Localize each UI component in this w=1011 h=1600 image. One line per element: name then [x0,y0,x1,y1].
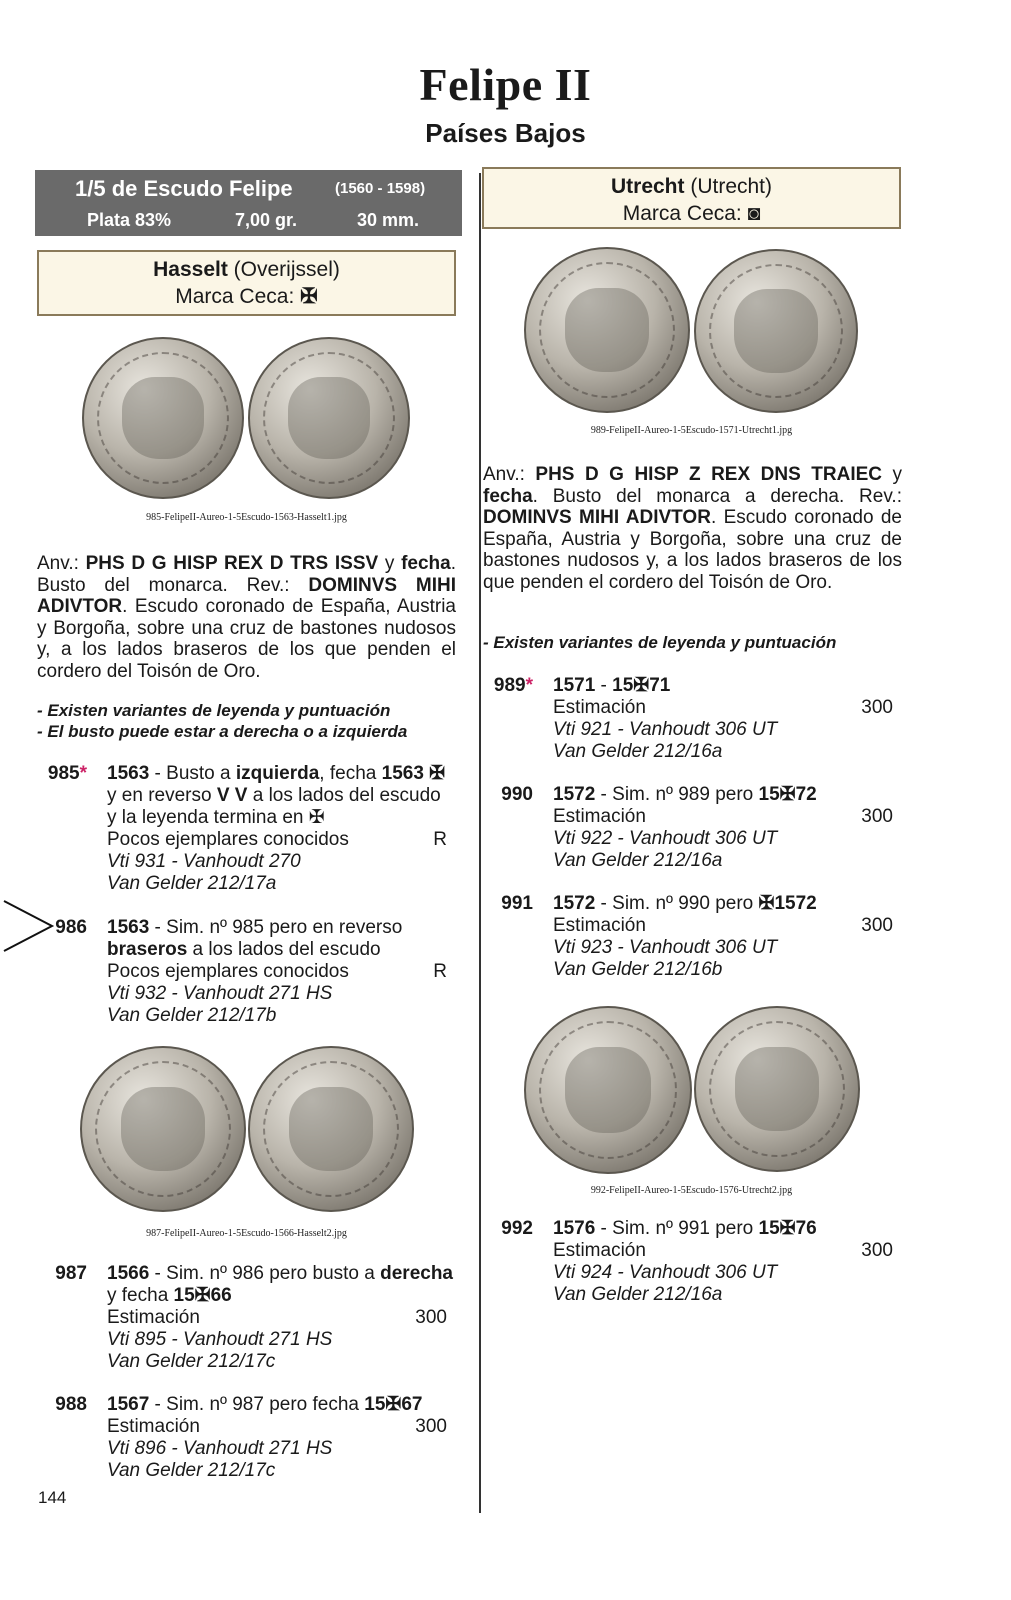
variant-note: - El busto puede estar a derecha o a izquierda [37,722,408,741]
coin-years: (1560 - 1598) [335,180,426,197]
price: 300 [861,915,893,936]
coin-obverse-image [80,1046,246,1212]
column-divider [479,173,481,1513]
variant-note: - Existen variantes de leyenda y puntuación [37,701,391,720]
entry-number: 987 [55,1263,87,1284]
variant-note: - Existen variantes de leyenda y puntuación [483,633,837,652]
price: 300 [861,806,893,827]
catalog-entry: 985* 1563 - Busto a izquierda, fecha 1563 ✠ y en reverso V V a los lados del escudo y la leyenda termina en ✠ Pocos ejemplares conocidos Vti 931 - Vanhoudt 270 Van Gelder 212/17a R [37,763,462,893]
coin-description: Anv.: PHS D G HISP Z REX DNS TRAIEC y fecha. Busto del monarca a derecha. Rev.: DOMINVS MIHI ADIVTOR. Escudo coronado de España, Austria y Borgoña, sobre una cruz de bastones nudosos y, a los lados braseros de los que penden el cordero del Toisón de Oro. [483,464,903,593]
price: 300 [415,1307,447,1328]
price: 300 [861,697,893,718]
entry-number: 991 [501,893,533,914]
coin-diameter: 30 mm. [357,210,420,230]
catalog-entry: 988 1567 - Sim. nº 987 pero fecha 15✠67 Estimación Vti 896 - Vanhoudt 271 HS Van Gelder 212/17c 300 [37,1394,462,1484]
catalog-entry: 990 1572 - Sim. nº 989 pero 15✠72 Estimación Vti 922 - Vanhoudt 306 UT Van Gelder 212/16a 300 [483,784,903,874]
catalog-entry: 992 1576 - Sim. nº 991 pero 15✠76 Estimación Vti 924 - Vanhoudt 306 UT Van Gelder 212/16a 300 [483,1218,903,1308]
mint-mark-cross-icon: ✠ [300,285,318,308]
mint-box-hasselt [37,250,456,316]
entry-number: 985* [47,763,87,784]
entry-number: 989* [493,675,533,696]
mint-name: Hasselt [153,258,228,281]
page-subtitle: Países Bajos [425,118,586,148]
coin-obverse-image [82,337,244,499]
page-title: Felipe II [419,59,592,110]
coin-reverse-image [248,1046,414,1212]
page-number: 144 [38,1488,67,1507]
mint-name: Utrecht [610,175,685,198]
mint-box-utrecht [482,167,901,229]
entry-number: 988 [55,1394,87,1415]
entry-number: 990 [501,784,533,805]
catalog-entry: 989* 1571 - 15✠71 Estimación Vti 921 - Vanhoudt 306 UT Van Gelder 212/16a 300 [483,675,903,765]
entry-number: 992 [501,1218,533,1239]
coin-obverse-image [524,247,690,413]
coin-weight: 7,00 gr. [235,210,298,230]
rarity: R [433,961,447,982]
mint-mark-label: Marca Ceca: [622,202,748,225]
catalog-entry: 991 1572 - Sim. nº 990 pero ✠1572 Estimación Vti 923 - Vanhoudt 306 UT Van Gelder 212/16b 300 [483,893,903,983]
coin-reverse-image [694,249,858,413]
price: 300 [415,1416,447,1437]
catalog-entry: 986 1563 - Sim. nº 985 pero en reverso braseros a los lados del escudo Pocos ejemplares conocidos Vti 932 - Vanhoudt 271 HS Van Gelder 212/17b R [37,917,462,1027]
mint-mark-label: Marca Ceca: [175,285,301,308]
coin-obverse-image [524,1006,692,1174]
rarity: R [433,829,447,850]
coin-description: Anv.: PHS D G HISP REX D TRS ISSV y fecha. Busto del monarca. Rev.: DOMINVS MIHI ADIVTOR. Escudo coronado de España, Austria y Borgoña, sobre una cruz de bastones nudosos y, a los lados braseros de los que penden el cordero del Toisón de Oro. [37,553,456,682]
catalog-entry: 987 1566 - Sim. nº 986 pero busto a derecha y fecha 15✠66 Estimación Vti 895 - Vanhoudt 271 HS Van Gelder 212/17c 300 [37,1263,462,1375]
coin-spec-box [35,170,462,236]
image-caption: 992-FelipeII-Aureo-1-5Escudo-1576-Utrecht2.jpg [590,1185,793,1196]
coin-metal: Plata 83% [87,210,172,230]
image-caption: 987-FelipeII-Aureo-1-5Escudo-1566-Hasselt2.jpg [146,1228,347,1239]
mint-region: (Overijssel) [227,258,340,281]
coin-reverse-image [248,337,410,499]
image-caption: 989-FelipeII-Aureo-1-5Escudo-1571-Utrecht1.jpg [590,425,793,436]
coin-name: 1/5 de Escudo Felipe [75,176,293,201]
entry-number: 986 [55,917,87,938]
price: 300 [861,1240,893,1261]
mint-region: (Utrecht) [684,175,773,198]
mint-mark-shield-icon: ◙ [747,202,761,225]
image-caption: 985-FelipeII-Aureo-1-5Escudo-1563-Hasselt1.jpg [146,512,347,523]
coin-reverse-image [694,1006,860,1172]
